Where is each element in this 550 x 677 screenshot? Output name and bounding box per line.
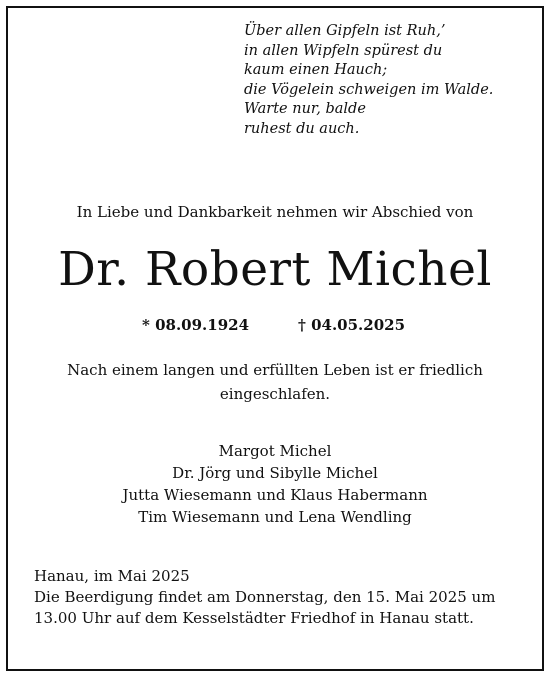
mourner-name: Tim Wiesemann und Lena Wendling <box>138 508 412 526</box>
mourners-list <box>0 440 550 528</box>
poem-line: in allen Wipfeln spürest du <box>244 42 443 59</box>
poem <box>244 22 493 139</box>
poem-line: ruhest du auch. <box>244 120 360 137</box>
mourner-name: Jutta Wiesemann und Klaus Habermann <box>122 486 428 504</box>
funeral-info-line: Die Beerdigung findet am Donnerstag, den 15. Mai 2025 um <box>34 588 496 606</box>
intro-text: In Liebe und Dankbarkeit nehmen wir Abschied von <box>76 203 474 221</box>
poem-line: Warte nur, balde <box>244 101 366 117</box>
sentence-line: Nach einem langen und erfüllten Leben ist er friedlich <box>67 361 483 379</box>
funeral-info-line: 13.00 Uhr auf dem Kesselstädter Friedhof in Hanau statt. <box>34 609 474 627</box>
deceased-name: Dr. Robert Michel <box>58 242 492 297</box>
footer <box>34 566 524 629</box>
mourner-name: Margot Michel <box>218 442 332 460</box>
sentence-line: eingeschlafen. <box>219 385 331 403</box>
death-date: † 04.05.2025 <box>298 316 406 334</box>
poem-line: kaum einen Hauch; <box>244 62 388 78</box>
poem-line: Über allen Gipfeln ist Ruh,’ <box>244 23 446 39</box>
birth-date: * 08.09.1924 <box>142 316 250 334</box>
poem-line: die Vögelein schweigen im Walde. <box>244 81 494 98</box>
obituary-sentence <box>0 358 550 406</box>
mourner-name: Dr. Jörg und Sibylle Michel <box>172 464 378 482</box>
place-date: Hanau, im Mai 2025 <box>34 567 190 585</box>
